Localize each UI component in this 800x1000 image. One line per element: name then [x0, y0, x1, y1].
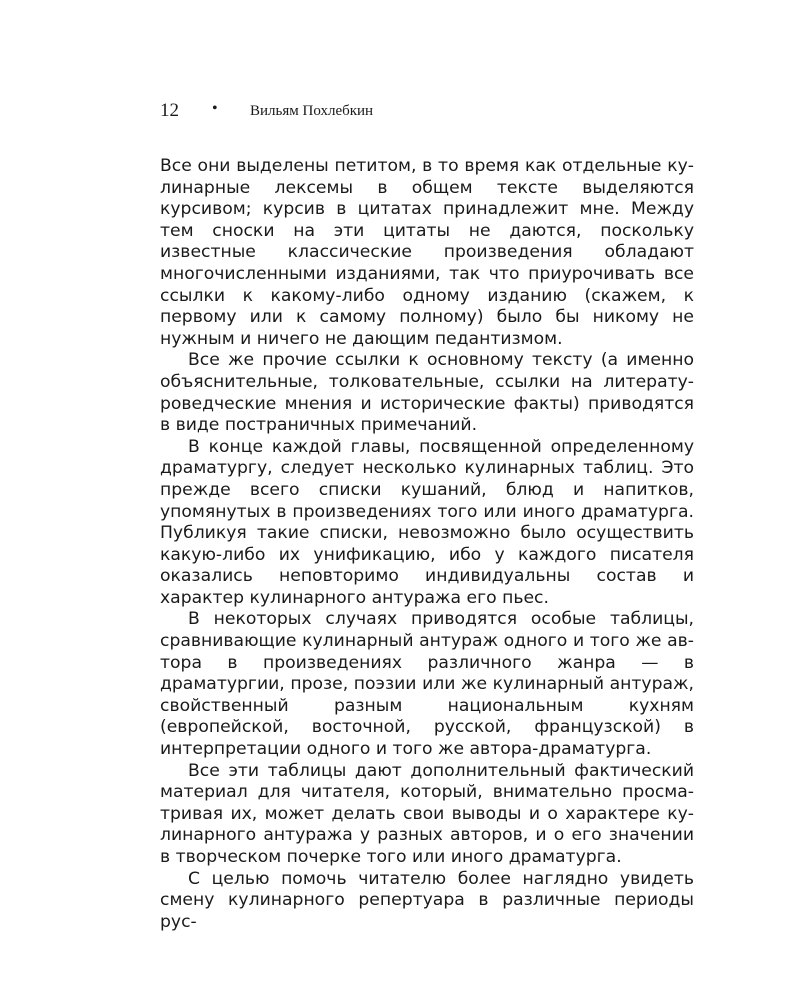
body-text — [160, 156, 694, 933]
running-head-author: Вильям Похлебкин — [250, 103, 374, 119]
paragraph-5: Все эти таблицы дают дополнительный фактический материал для читателя, который, внимательно просматривая их, может делать свои выводы и о характере кулинарного антуража у разных авторов, и о его значении в творческом почерке того или иного драматурга. — [160, 760, 694, 867]
paragraph-4: В некоторых случаях приводятся особые таблицы, сравнивающие кулинарный антураж одного и того же автора в произведениях различного жанра — в драматургии, прозе, поэзии или же кулинарный антураж, свойственный разным национальным кухням (европейской, восточной, русской, французской) в интерпретации одного и того же автора-драматурга. — [160, 609, 694, 760]
paragraph-2: Все же прочие ссылки к основному тексту (а именно объяснительные, толковательные, ссылки на литературоведческие мнения и исторические факты) приводятся в виде постраничных примечаний. — [160, 350, 694, 436]
running-head — [160, 100, 640, 124]
paragraph-1: Все они выделены петитом, в то время как отдельные кулинарные лексемы в общем тексте выделяются курсивом; курсив в цитатах принадлежит мне. Между тем сноски на эти цитаты не даются, поскольку известные классические произведения обладают многочисленными изданиями, так что приурочивать все ссылки к какому-либо одному изданию (скажем, к первому или к самому полному) было бы никому не нужным и ничего не дающим педантизмом. — [160, 156, 694, 349]
paragraph-6: С целью помочь читателю более наглядно увидеть смену кулинарного репертуара в различные периоды рус- — [160, 868, 694, 932]
page-number: 12 — [160, 100, 179, 121]
header-separator-bullet: • — [212, 100, 218, 117]
paragraph-3: В конце каждой главы, посвященной определенному драматургу, следует несколько кулинарных таблиц. Это прежде всего списки кушаний, блюд и напитков, упомянутых в произведениях того или иного драматурга. Публикуя такие списки, невозможно было осуществить какую-либо их унификацию, ибо у каждого писателя оказались неповторимо индивидуальны состав и характер кулинарного антуража его пьес. — [160, 436, 694, 608]
